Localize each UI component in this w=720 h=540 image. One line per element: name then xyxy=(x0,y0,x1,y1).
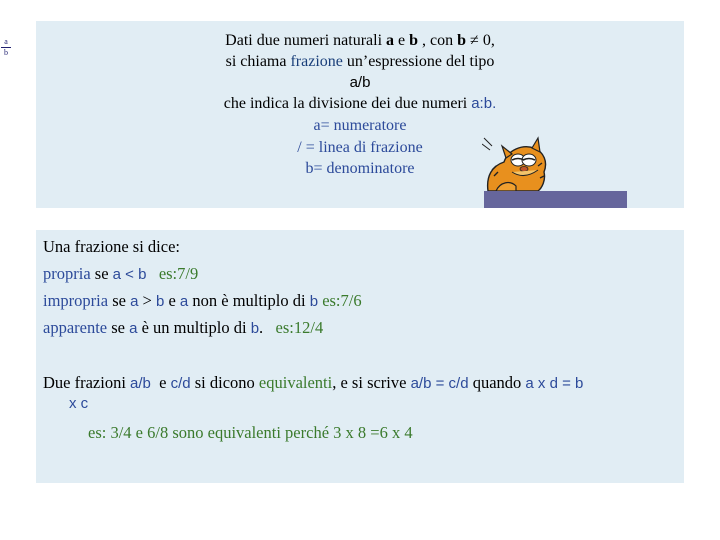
garfield-cat-icon xyxy=(482,136,554,192)
types-text: > xyxy=(138,291,156,310)
equiv-text: Due frazioni xyxy=(43,373,131,392)
proper-fraction-line xyxy=(43,263,198,286)
fraction-slide-icon xyxy=(1,38,11,57)
types-text: . xyxy=(259,318,264,337)
definition-line-6: / = linea di frazione xyxy=(297,139,423,156)
types-heading: Una frazione si dice: xyxy=(43,237,180,256)
shelf-bar xyxy=(484,191,627,208)
def-text: un’espressione del tipo xyxy=(342,53,495,70)
example-proper: es:7/9 xyxy=(158,264,199,283)
def-text: Dati due numeri naturali xyxy=(225,32,387,49)
definition-line-1 xyxy=(36,30,684,51)
example-apparent: es:12/4 xyxy=(275,318,324,337)
def-text: che indica la divisione dei due numeri xyxy=(223,95,472,112)
icon-denominator: b xyxy=(4,48,8,57)
def-text: , con xyxy=(418,32,458,49)
term-frazione: frazione xyxy=(290,53,343,70)
definition-line-2 xyxy=(36,51,684,72)
types-text: se xyxy=(108,291,131,310)
equivalence-example: es: 3/4 e 6/8 sono equivalenti perché 3 x 8 =6 x 4 xyxy=(88,423,413,442)
definition-line-7: b= denominatore xyxy=(305,160,415,177)
var-b: b xyxy=(155,293,165,310)
equiv-text: , e si scrive xyxy=(332,373,411,392)
equivalence-line-1 xyxy=(43,372,583,395)
def-text: si chiama xyxy=(225,53,291,70)
expr-a-b: a:b. xyxy=(471,95,497,112)
types-text: non è multiplo di xyxy=(188,291,310,310)
var-a: a xyxy=(129,320,138,337)
icon-numerator: a xyxy=(4,37,8,46)
example-improper: es:7/6 xyxy=(318,291,362,310)
types-text: se xyxy=(107,318,130,337)
definition-box xyxy=(36,21,684,208)
label-apparente: apparente xyxy=(43,318,108,337)
var-b: b xyxy=(409,32,419,49)
fraction-a-b: a/b xyxy=(130,375,151,392)
equiv-text: e xyxy=(155,373,171,392)
var-b: b xyxy=(457,32,467,49)
label-propria: propria xyxy=(43,264,91,283)
var-a: a xyxy=(130,293,139,310)
def-text: ≠ 0, xyxy=(466,32,495,49)
def-text: e xyxy=(394,32,410,49)
fraction-types-box xyxy=(36,230,684,483)
improper-fraction-line xyxy=(43,290,362,313)
equation-equivalence: a/b = c/d xyxy=(410,375,469,392)
types-text: e xyxy=(164,291,180,310)
var-b: b xyxy=(309,293,319,310)
label-impropria: impropria xyxy=(43,291,109,310)
equivalence-line-2: x c xyxy=(69,395,89,412)
cross-product-1: a x d = b xyxy=(525,375,584,392)
types-text: se xyxy=(90,264,113,283)
fraction-c-d: c/d xyxy=(170,375,191,392)
types-text: è un multiplo di xyxy=(137,318,251,337)
term-equivalenti: equivalenti xyxy=(258,373,333,392)
var-b: b xyxy=(250,320,260,337)
equiv-text: quando xyxy=(468,373,526,392)
definition-line-3: a/b xyxy=(349,74,371,91)
definition-line-4 xyxy=(36,93,684,114)
definition-line-5: a= numeratore xyxy=(313,117,407,134)
cond-a-lt-b: a < b xyxy=(112,266,147,283)
apparent-fraction-line xyxy=(43,317,323,340)
equiv-text: si dicono xyxy=(190,373,259,392)
var-a: a xyxy=(179,293,189,310)
var-a: a xyxy=(386,32,395,49)
